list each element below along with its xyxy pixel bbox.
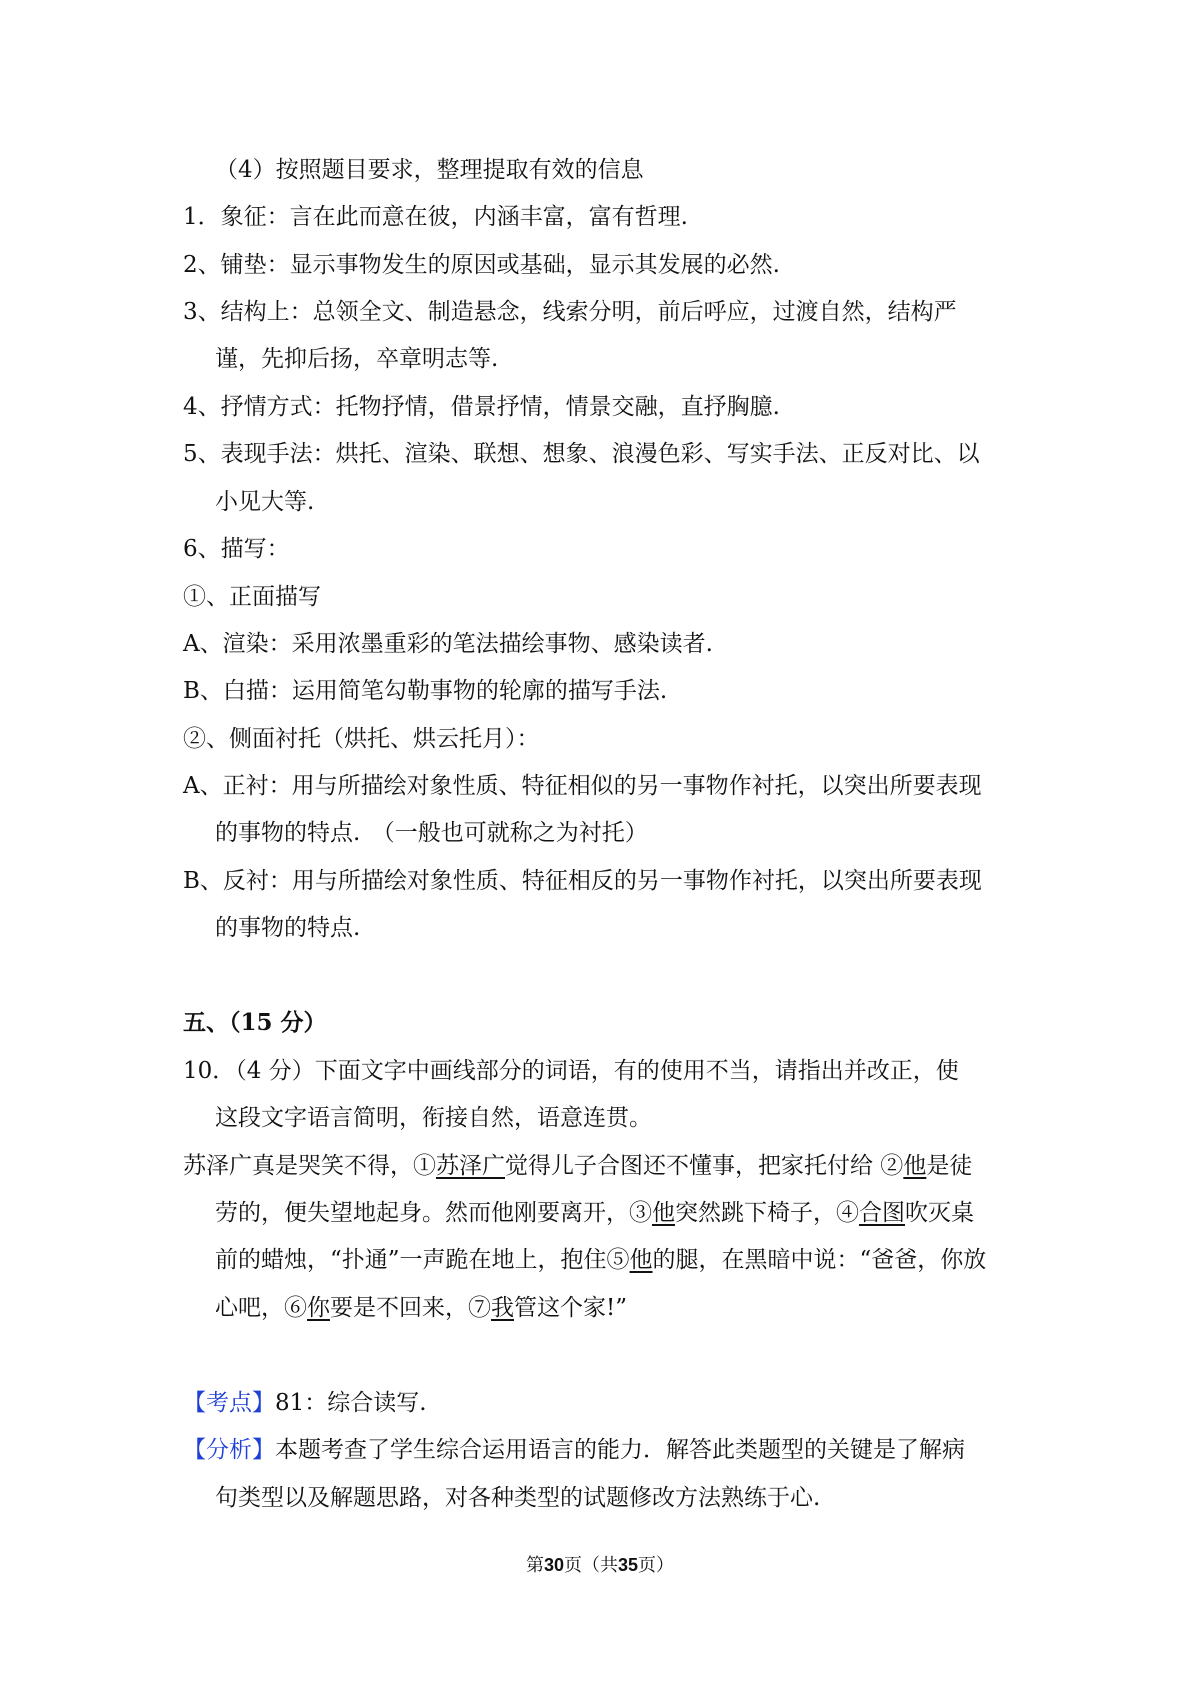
passage-line-2 xyxy=(215,1198,974,1228)
underlined-word: 他 xyxy=(903,1153,927,1179)
passage-text: 要是不回来，⑦ xyxy=(330,1295,491,1321)
sub-item-fanchen: B、反衬：用与所描绘对象性质、特征相反的另一事物作衬托，以突出所要表现 xyxy=(183,868,982,894)
underlined-word: 我 xyxy=(491,1295,514,1321)
fenxi-line-cont: 句类型以及解题思路，对各种类型的试题修改方法熟练于心. xyxy=(215,1485,821,1511)
passage-text: 觉得儿子合图还不懂事，把家托付给 ② xyxy=(505,1153,904,1179)
underlined-word: 合图 xyxy=(859,1200,905,1226)
sub-item-indirect: ②、侧面衬托（烘托、烘云托月）： xyxy=(183,726,540,752)
passage-text: 突然跳下椅子，④ xyxy=(675,1200,859,1226)
list-item-techniques: 5、表现手法：烘托、渲染、联想、想象、浪漫色彩、写实手法、正反对比、以 xyxy=(183,441,980,467)
footer-middle: 页（共 xyxy=(564,1555,618,1576)
sub-item-baimiao: B、白描：运用简笔勾勒事物的轮廓的描写手法. xyxy=(183,678,668,704)
fenxi-line xyxy=(183,1435,965,1465)
sub-item-zhengchen: A、正衬：用与所描绘对象性质、特征相似的另一事物作衬托，以突出所要表现 xyxy=(183,773,982,799)
list-item-foreshadowing: 2、铺垫：显示事物发生的原因或基础，显示其发展的必然. xyxy=(183,252,780,278)
footer-page-number: 30 xyxy=(543,1555,564,1575)
question-10: 10．（4 分）下面文字中画线部分的词语，有的使用不当，请指出并改正，使 xyxy=(183,1058,959,1084)
passage-line-1 xyxy=(183,1151,972,1181)
kaodian-tag: 【考点】 xyxy=(183,1390,275,1416)
section-4-intro: （4）按照题目要求，整理提取有效的信息 xyxy=(215,157,644,183)
fenxi-text: 本题考查了学生综合运用语言的能力．解答此类题型的关键是了解病 xyxy=(275,1437,965,1463)
passage-text: 的腿，在黑暗中说：“爸爸，你放 xyxy=(652,1247,987,1273)
passage-text: 前的蜡烛，“扑通”一声跪在地上，抱住⑤ xyxy=(215,1247,630,1273)
sub-item-zhengchen-cont: 的事物的特点. （一般也可就称之为衬托） xyxy=(215,820,648,846)
list-item-symbolism: 1．象征：言在此而意在彼，内涵丰富，富有哲理. xyxy=(183,204,688,230)
underlined-word: 苏泽广 xyxy=(436,1153,505,1179)
passage-text: 劳的，便失望地起身。然而他刚要离开，③ xyxy=(215,1200,652,1226)
passage-text: 管这个家!” xyxy=(514,1295,628,1321)
kaodian-text: 81：综合读写. xyxy=(275,1390,427,1416)
footer-total-pages: 35 xyxy=(618,1555,639,1575)
footer-suffix: 页） xyxy=(638,1555,675,1576)
passage-line-4 xyxy=(215,1293,627,1323)
page-footer xyxy=(0,1553,1200,1578)
underlined-word: 他 xyxy=(652,1200,675,1226)
underlined-word: 他 xyxy=(629,1247,653,1273)
list-item-lyric: 4、抒情方式：托物抒情，借景抒情，情景交融，直抒胸臆. xyxy=(183,394,780,420)
list-item-structure: 3、结构上：总领全文、制造悬念，线索分明，前后呼应，过渡自然，结构严 xyxy=(183,299,957,325)
list-item-techniques-cont: 小见大等. xyxy=(215,489,315,515)
passage-text: 心吧，⑥ xyxy=(215,1295,307,1321)
sub-item-direct: ①、正面描写 xyxy=(183,584,321,610)
kaodian-line xyxy=(183,1388,427,1418)
section-5-heading: 五、（15 分） xyxy=(183,1009,327,1036)
passage-text: 吹灭桌 xyxy=(905,1200,974,1226)
passage-line-3 xyxy=(215,1245,986,1275)
question-10-cont: 这段文字语言简明，衔接自然，语意连贯。 xyxy=(215,1105,652,1131)
passage-text: 苏泽广真是哭笑不得，① xyxy=(183,1153,436,1179)
sub-item-xuanran: A、渲染：采用浓墨重彩的笔法描绘事物、感染读者. xyxy=(183,631,713,657)
footer-prefix: 第 xyxy=(525,1555,544,1576)
list-item-description: 6、描写： xyxy=(183,536,290,562)
passage-text: 是徒 xyxy=(926,1153,973,1179)
sub-item-fanchen-cont: 的事物的特点. xyxy=(215,915,361,941)
list-item-structure-cont: 谨，先抑后扬，卒章明志等. xyxy=(215,346,499,372)
underlined-word: 你 xyxy=(307,1295,330,1321)
fenxi-tag: 【分析】 xyxy=(183,1437,275,1463)
